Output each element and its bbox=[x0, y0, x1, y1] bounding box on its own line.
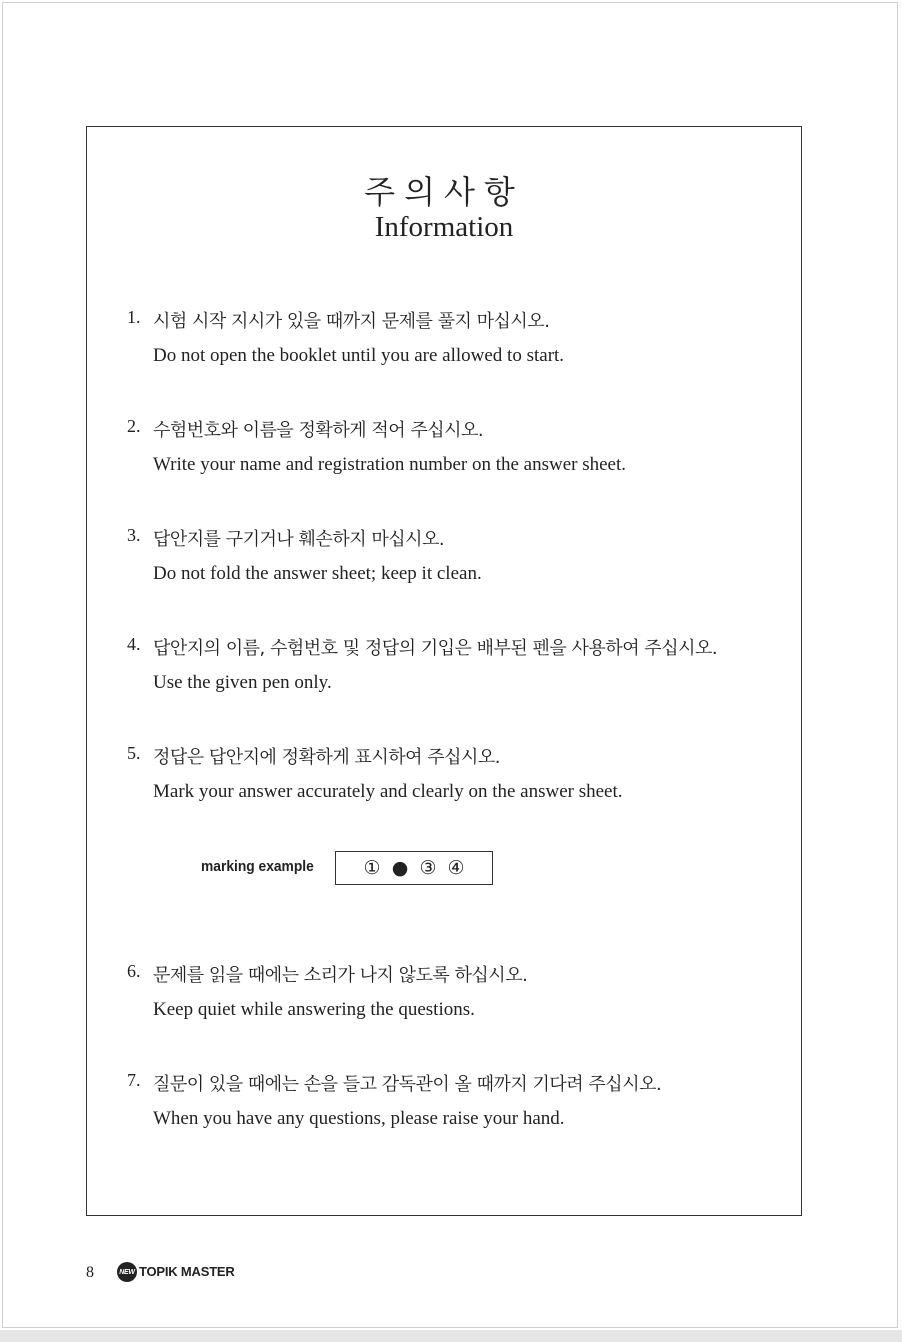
marking-example-box bbox=[335, 851, 493, 885]
item-korean-text: 질문이 있을 때에는 손을 들고 감독관이 올 때까지 기다려 주십시오. bbox=[153, 1074, 662, 1095]
item-korean-text: 문제를 읽을 때에는 소리가 나지 않도록 하십시오. bbox=[153, 965, 528, 986]
item-english-text: Do not fold the answer sheet; keep it clean. bbox=[153, 563, 482, 584]
item-number: 1. bbox=[127, 307, 141, 327]
title-english: Information bbox=[374, 211, 514, 243]
item-korean-text: 정답은 답안지에 정확하게 표시하여 주십시오. bbox=[153, 747, 500, 768]
item-english-text: Keep quiet while answering the questions. bbox=[153, 999, 475, 1020]
item-korean-text: 수험번호와 이름을 정확하게 적어 주십시오. bbox=[153, 420, 484, 441]
title-korean: 주의사항 bbox=[364, 173, 524, 211]
mark-option-1: ① bbox=[363, 857, 381, 879]
marking-example bbox=[201, 851, 501, 887]
mark-option-4: ④ bbox=[447, 857, 465, 879]
item-number: 2. bbox=[127, 416, 141, 436]
item-number: 5. bbox=[127, 743, 141, 763]
item-number: 3. bbox=[127, 525, 141, 545]
mark-option-3: ③ bbox=[419, 857, 437, 879]
item-korean-text: 시험 시작 지시가 있을 때까지 문제를 풀지 마십시오. bbox=[153, 311, 550, 332]
item-english-text: Mark your answer accurately and clearly on the answer sheet. bbox=[153, 781, 623, 802]
item-english-text: Use the given pen only. bbox=[153, 672, 332, 693]
item-number: 4. bbox=[127, 634, 141, 654]
information-frame bbox=[86, 126, 802, 1216]
marking-example-label: marking example bbox=[201, 858, 314, 875]
item-number: 6. bbox=[127, 961, 141, 981]
new-badge-icon: NEW bbox=[117, 1262, 137, 1282]
bottom-margin-strip bbox=[0, 1330, 902, 1342]
item-number: 7. bbox=[127, 1070, 141, 1090]
mark-option-2-filled: ● bbox=[391, 857, 409, 879]
item-korean-text: 답안지의 이름, 수험번호 및 정답의 기입은 배부된 펜을 사용하여 주십시오. bbox=[153, 638, 718, 659]
item-english-text: When you have any questions, please raise your hand. bbox=[153, 1108, 565, 1129]
brand-name: TOPIK MASTER bbox=[139, 1264, 235, 1279]
item-korean-text: 답안지를 구기거나 훼손하지 마십시오. bbox=[153, 529, 445, 550]
item-english-text: Do not open the booklet until you are allowed to start. bbox=[153, 345, 565, 366]
page-number: 8 bbox=[86, 1264, 94, 1281]
item-english-text: Write your name and registration number on the answer sheet. bbox=[153, 454, 627, 475]
